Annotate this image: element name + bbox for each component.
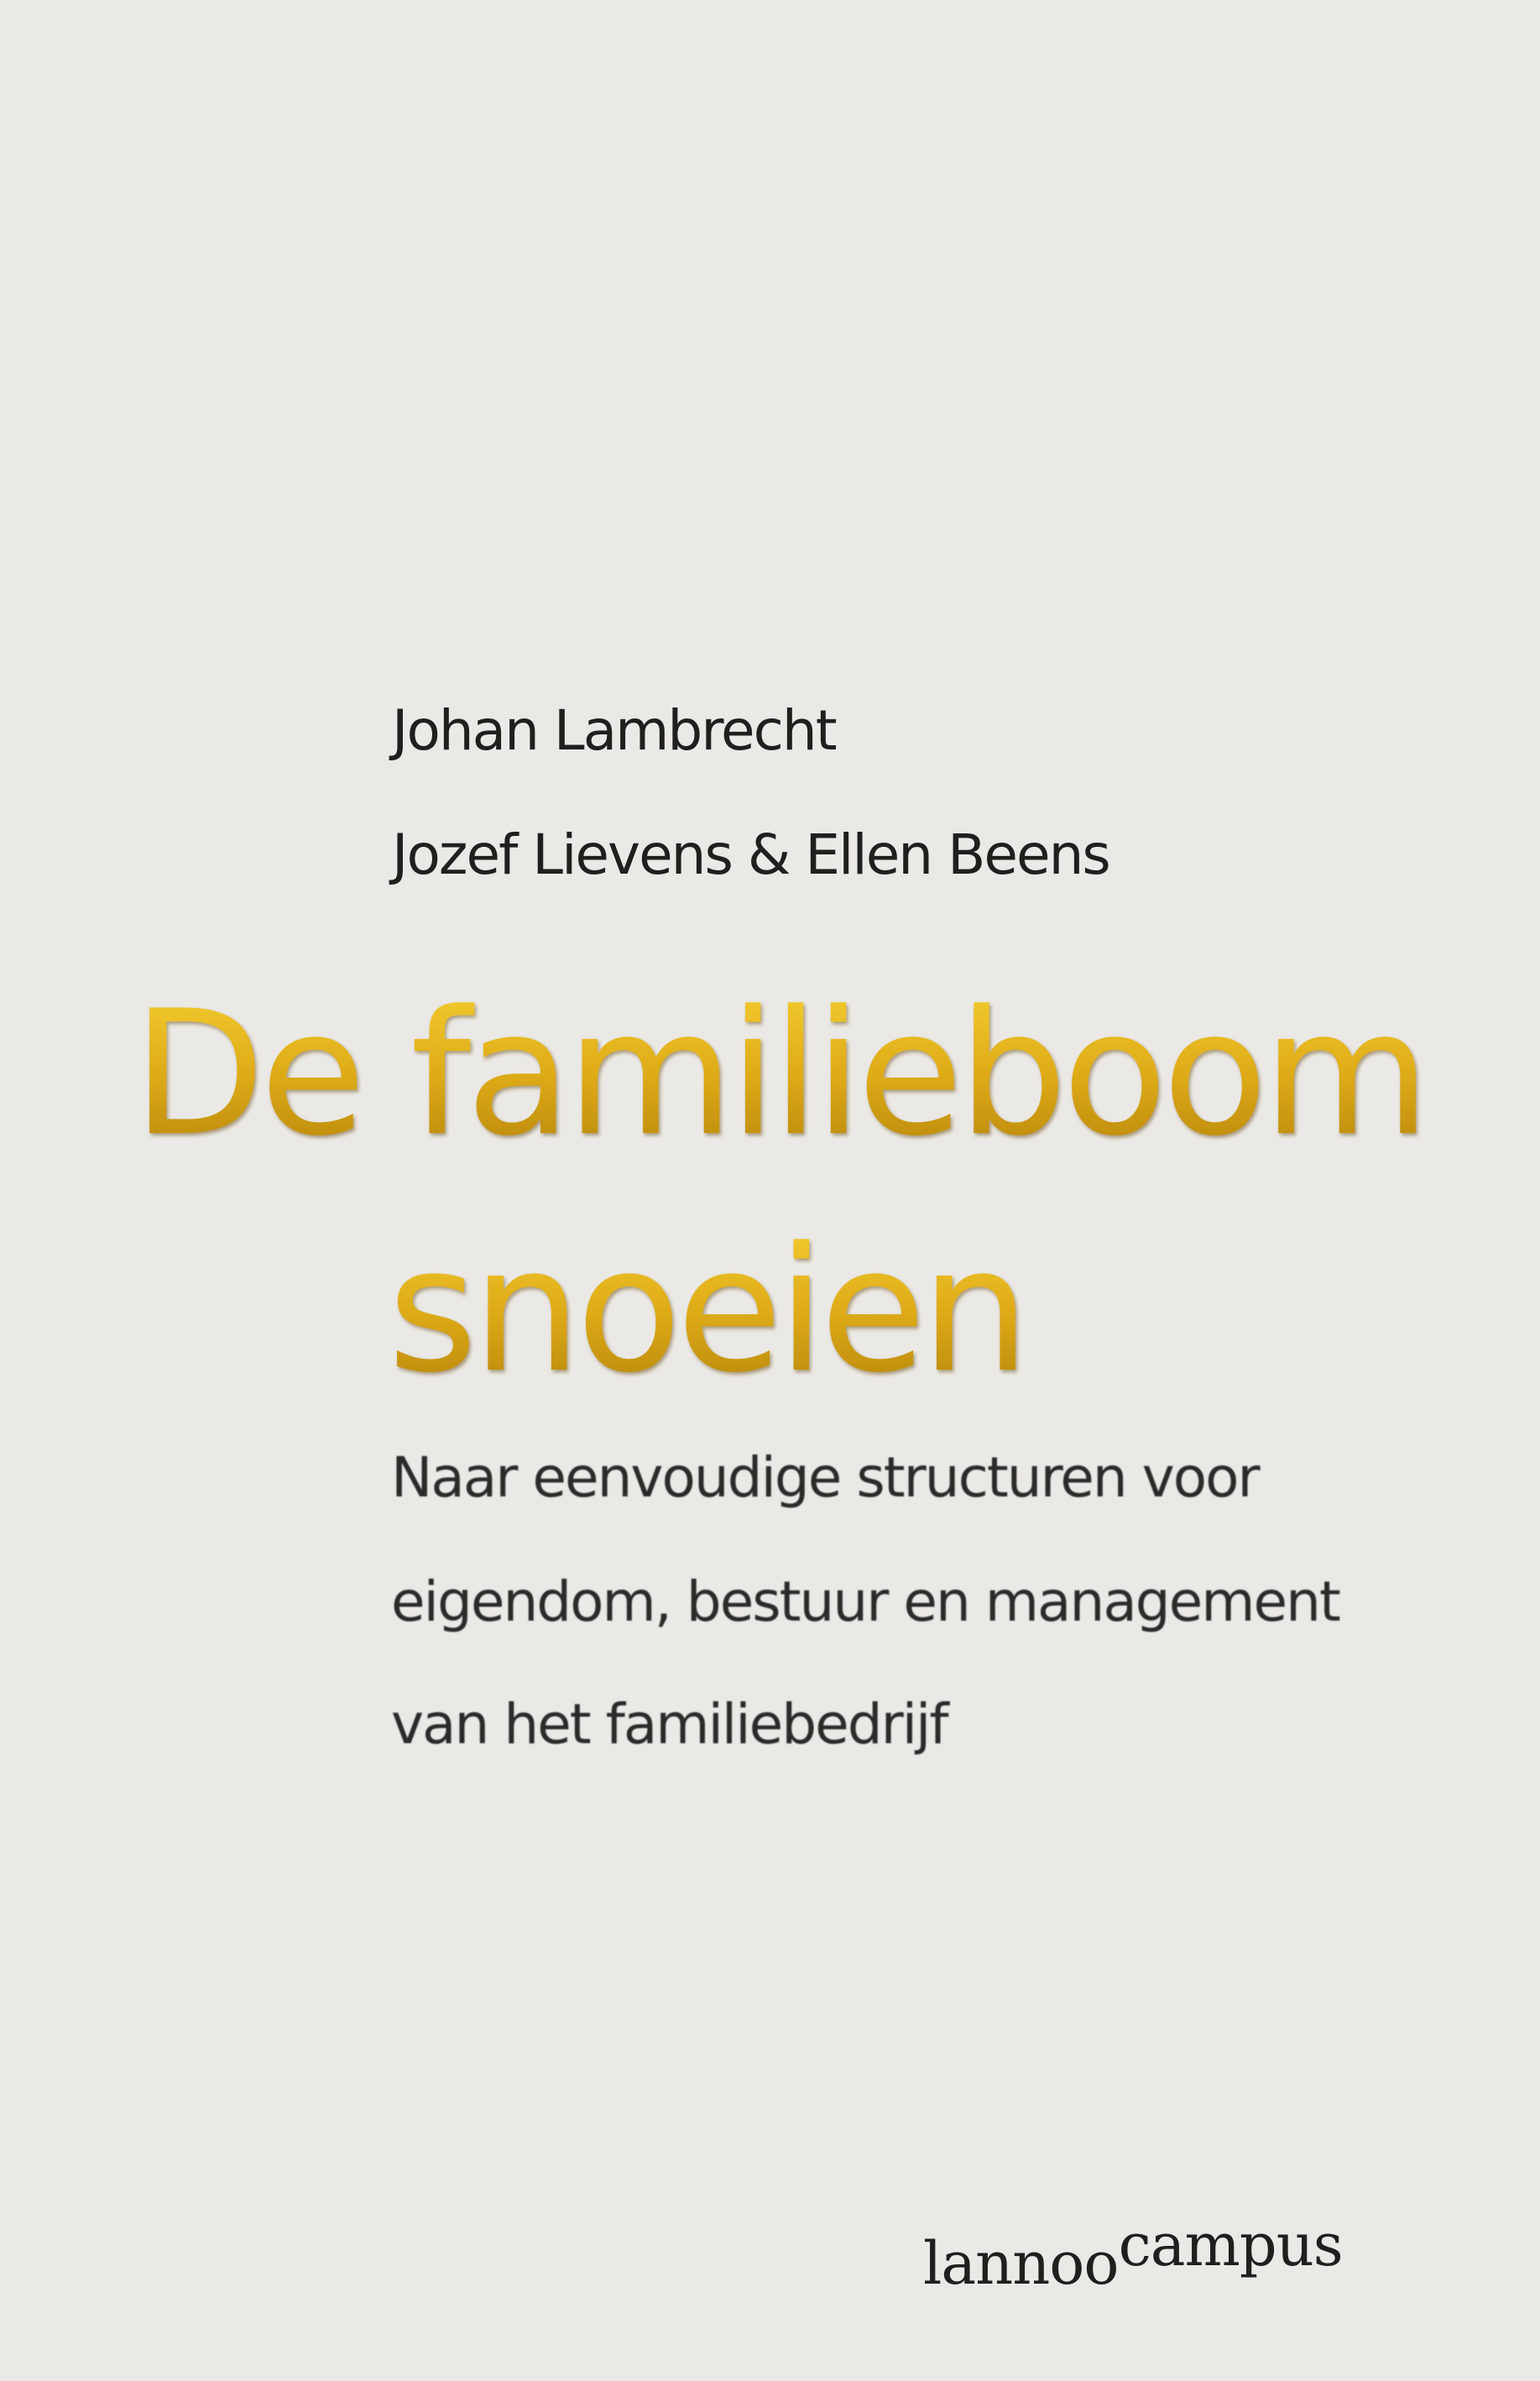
subtitle-line-2: eigendom, bestuur en management [391, 1569, 1339, 1634]
author-line-2: Jozef Lievens & Ellen Beens [392, 822, 1109, 887]
publisher-name-lannoo: lannoo [923, 2229, 1119, 2298]
publisher-logo [923, 2211, 1343, 2298]
publisher-name-campus: campus [1118, 2211, 1343, 2279]
book-title-line-2: snoeien [388, 1211, 1026, 1411]
subtitle-line-3: van het familiebedrijf [391, 1692, 947, 1757]
author-line-1: Johan Lambrecht [392, 698, 836, 763]
book-title-line-1: De familieboom [133, 974, 1426, 1174]
subtitle-line-1: Naar eenvoudige structuren voor [391, 1445, 1259, 1510]
